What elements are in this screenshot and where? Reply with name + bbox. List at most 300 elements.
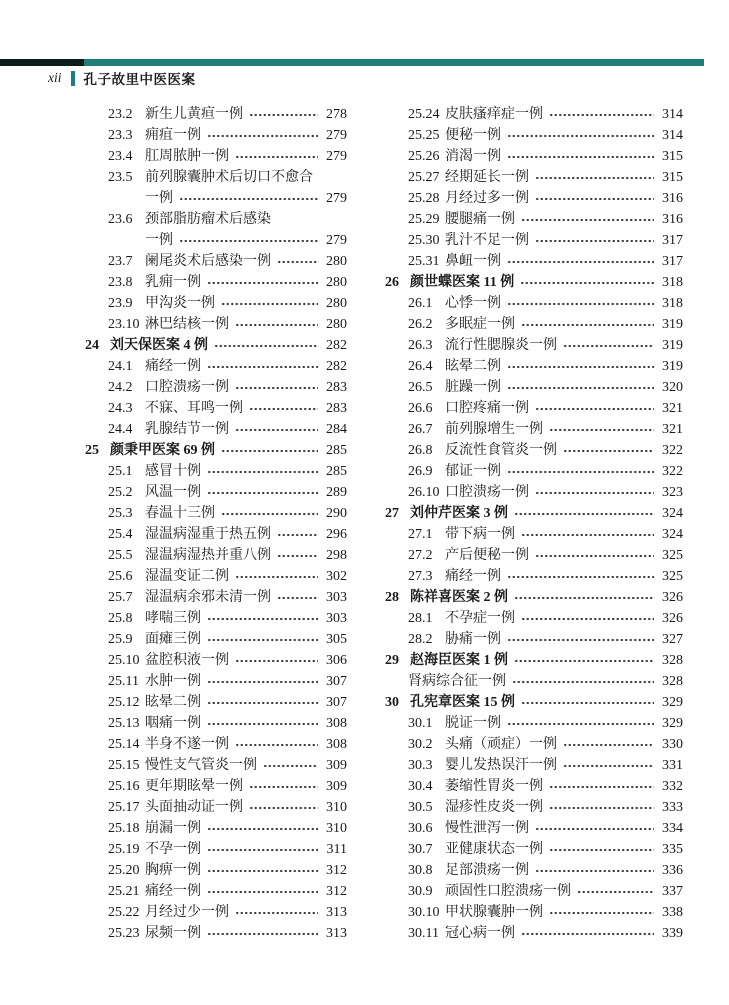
entry-number: 30.11 [408,926,439,941]
entry-page-number: 279 [326,149,347,164]
entry-page-number: 324 [662,506,683,521]
dot-leader [248,784,318,790]
entry-title: 足部溃疡一例 [445,863,529,878]
entry-number: 30.9 [408,884,433,899]
toc-section-row [85,629,347,650]
entry-number: 26.6 [408,401,433,416]
dot-leader [534,238,654,244]
entry-number: 23.3 [108,128,133,143]
dot-leader [234,658,318,664]
dot-leader [220,301,318,307]
entry-number: 25.4 [108,527,133,542]
entry-number: 30.1 [408,716,433,731]
dot-leader [262,763,318,769]
toc-section-row [85,881,347,902]
entry-title: 头面抽动证一例 [145,800,243,815]
dot-leader [548,784,654,790]
entry-number: 30.4 [408,779,433,794]
entry-title: 更年期眩晕一例 [145,779,243,794]
entry-title: 湿温病湿重于热五例 [145,527,271,542]
entry-number: 24.1 [108,359,133,374]
toc-section-row [385,608,683,629]
entry-title: 肛周脓肿一例 [145,149,229,164]
entry-number: 23.4 [108,149,133,164]
book-title: 孔子故里中医医案 [83,72,196,87]
dot-leader [506,133,654,139]
dot-leader [520,217,654,223]
entry-title: 便秘一例 [445,128,501,143]
entry-title: 眩晕二例 [145,695,201,710]
entry-page-number: 339 [662,926,683,941]
entry-number: 25.25 [408,128,440,143]
entry-title: 流行性腮腺炎一例 [445,338,557,353]
entry-number: 23.7 [108,254,133,269]
dot-leader [506,721,654,727]
entry-page-number: 322 [662,464,683,479]
toc-section-row [385,545,683,566]
entry-title-continuation: 一例 [145,191,173,206]
header-divider-rule [71,71,75,86]
entry-page-number: 308 [326,737,347,752]
toc-section-row [85,314,347,335]
toc-section-row [385,146,683,167]
entry-number: 24.4 [108,422,133,437]
entry-title: 感冒十例 [145,464,201,479]
toc-section-row [85,671,347,692]
entry-page-number: 303 [326,590,347,605]
toc-section-row [385,776,683,797]
dot-leader [506,154,654,160]
toc-section-row [385,356,683,377]
entry-page-number: 279 [326,128,347,143]
entry-number: 25.1 [108,464,133,479]
dot-leader [234,385,318,391]
entry-page-number: 310 [326,800,347,815]
entry-title: 刘仲芹医案 3 例 [410,506,508,521]
entry-title: 颜世蝶医案 11 例 [410,275,515,290]
entry-page-number: 280 [326,254,347,269]
entry-title: 慢性泄泻一例 [445,821,529,836]
toc-section-row-continuation [85,230,347,251]
toc-section-row [385,104,683,125]
toc-section-row [85,125,347,146]
toc-section-row [385,419,683,440]
entry-page-number: 313 [326,905,347,920]
dot-leader [562,763,654,769]
entry-page-number: 296 [326,527,347,542]
entry-number: 23.8 [108,275,133,290]
entry-title: 乳腺结节一例 [145,422,229,437]
dot-leader [534,490,654,496]
dot-leader [534,175,654,181]
toc-section-row [385,335,683,356]
entry-title: 反流性食管炎一例 [445,443,557,458]
entry-number: 28.1 [408,611,433,626]
dot-leader [534,553,654,559]
entry-title: 乳汁不足一例 [445,233,529,248]
entry-page-number: 319 [662,317,683,332]
toc-section-row [385,566,683,587]
entry-page-number: 334 [662,821,683,836]
entry-page-number: 285 [326,464,347,479]
entry-number: 26.10 [408,485,440,500]
dot-leader [248,406,318,412]
dot-leader [178,196,318,202]
entry-page-number: 328 [662,653,683,668]
entry-page-number: 321 [662,422,683,437]
entry-title: 甲沟炎一例 [145,296,215,311]
entry-page-number: 319 [662,359,683,374]
entry-number: 25.29 [408,212,440,227]
entry-title: 面瘫三例 [145,632,201,647]
entry-number: 25.17 [108,800,140,815]
toc-section-row [85,797,347,818]
entry-number: 25.5 [108,548,133,563]
toc-section-row [85,839,347,860]
entry-number: 25.12 [108,695,140,710]
dot-leader [576,889,654,895]
entry-page-number: 309 [326,779,347,794]
entry-title: 半身不遂一例 [145,737,229,752]
entry-page-number: 302 [326,569,347,584]
entry-number: 25.30 [408,233,440,248]
entry-page-number: 327 [662,632,683,647]
entry-number: 26.8 [408,443,433,458]
toc-section-row [85,146,347,167]
dot-leader [519,280,654,286]
dot-leader [206,280,318,286]
entry-title: 经期延长一例 [445,170,529,185]
entry-number: 30.10 [408,905,440,920]
toc-section-row [385,797,683,818]
entry-title: 口腔溃疡一例 [145,380,229,395]
dot-leader [548,805,654,811]
entry-number: 25.11 [108,674,139,689]
dot-leader [206,700,318,706]
entry-page-number: 316 [662,212,683,227]
dot-leader [248,112,318,118]
entry-title: 多眠症一例 [445,317,515,332]
dot-leader [206,847,318,853]
dot-leader [513,658,654,664]
toc-section-row [385,398,683,419]
entry-page-number: 290 [326,506,347,521]
entry-title: 水肿一例 [145,674,201,689]
entry-number: 25.31 [408,254,440,269]
entry-page-number: 310 [326,821,347,836]
dot-leader [206,826,318,832]
entry-title: 胁痛一例 [445,632,501,647]
toc-section-row [385,860,683,881]
header-band [0,59,704,66]
entry-number: 23.2 [108,107,133,122]
dot-leader [206,133,318,139]
toc-right-column [385,104,683,944]
dot-leader [206,469,318,475]
entry-title: 郁证一例 [445,464,501,479]
dot-leader [520,616,654,622]
entry-number: 26.7 [408,422,433,437]
dot-leader [506,301,654,307]
toc-section-row [85,734,347,755]
toc-section-row [385,125,683,146]
toc-section-row [385,209,683,230]
entry-title: 湿疹性皮炎一例 [445,800,543,815]
entry-page-number: 314 [662,128,683,143]
toc-section-row [385,440,683,461]
toc-section-row [385,839,683,860]
dot-leader [213,343,318,349]
entry-page-number: 305 [326,632,347,647]
entry-title: 哮喘三例 [145,611,201,626]
entry-page-number: 307 [326,695,347,710]
entry-number: 23.10 [108,317,140,332]
entry-title-continuation: 一例 [145,233,173,248]
entry-number: 25.22 [108,905,140,920]
dot-leader [534,868,654,874]
entry-page-number: 320 [662,380,683,395]
entry-page-number: 336 [662,863,683,878]
toc-section-row [85,209,347,230]
toc-section-row-continuation [85,188,347,209]
entry-number: 26.3 [408,338,433,353]
entry-number: 25.20 [108,863,140,878]
entry-title: 胸痹一例 [145,863,201,878]
toc-section-row [85,650,347,671]
entry-title: 颈部脂肪瘤术后感染 [145,212,271,227]
toc-section-row [385,902,683,923]
toc-section-row [85,902,347,923]
toc-section-row [85,755,347,776]
entry-number: 25.19 [108,842,140,857]
toc-section-row [385,755,683,776]
toc-section-row [385,251,683,272]
toc-section-row [85,776,347,797]
entry-page-number: 312 [326,863,347,878]
entry-title: 萎缩性胃炎一例 [445,779,543,794]
entry-page-number: 284 [326,422,347,437]
toc-left-column [85,104,347,944]
running-head [48,69,196,87]
dot-leader [276,595,318,601]
dot-leader [513,595,654,601]
entry-number: 26 [385,275,399,290]
entry-page-number: 322 [662,443,683,458]
toc-section-row [385,230,683,251]
entry-page-number: 319 [662,338,683,353]
entry-page-number: 306 [326,653,347,668]
toc-chapter-row [385,650,683,671]
entry-title: 新生儿黄疸一例 [145,107,243,122]
toc-section-row [385,377,683,398]
toc-section-row [385,923,683,944]
entry-number: 25.6 [108,569,133,584]
entry-page-number: 326 [662,590,683,605]
dot-leader [548,910,654,916]
entry-page-number: 329 [662,695,683,710]
dot-leader [548,112,654,118]
entry-page-number: 280 [326,275,347,290]
entry-page-number: 316 [662,191,683,206]
toc-section-row [85,713,347,734]
toc-chapter-row [85,335,347,356]
entry-number: 25.8 [108,611,133,626]
dot-leader [511,679,654,685]
entry-page-number: 279 [326,191,347,206]
entry-page-number: 321 [662,401,683,416]
entry-number: 25.10 [108,653,140,668]
entry-page-number: 298 [326,548,347,563]
entry-number: 25.27 [408,170,440,185]
entry-page-number: 332 [662,779,683,794]
entry-title: 心悸一例 [445,296,501,311]
dot-leader [234,574,318,580]
toc-chapter-row [385,692,683,713]
dot-leader [234,322,318,328]
entry-title: 前列腺增生一例 [445,422,543,437]
dot-leader [513,511,654,517]
dot-leader [534,196,654,202]
entry-number: 25.15 [108,758,140,773]
entry-page-number: 333 [662,800,683,815]
entry-title: 痛经一例 [145,884,201,899]
entry-number: 27 [385,506,399,521]
entry-title: 盆腔积液一例 [145,653,229,668]
entry-title: 腰腿痛一例 [445,212,515,227]
entry-number: 25.21 [108,884,140,899]
entry-page-number: 317 [662,254,683,269]
entry-title: 产后便秘一例 [445,548,529,563]
entry-number: 27.1 [408,527,433,542]
entry-number: 25.13 [108,716,140,731]
entry-page-number: 311 [326,842,347,857]
toc-chapter-row [385,272,683,293]
toc-section-row [85,461,347,482]
dot-leader [206,931,318,937]
entry-number: 28 [385,590,399,605]
entry-number: 30.6 [408,821,433,836]
entry-number: 24.2 [108,380,133,395]
dot-leader [548,427,654,433]
dot-leader [234,427,318,433]
entry-page-number: 329 [662,716,683,731]
entry-page-number: 330 [662,737,683,752]
entry-page-number: 307 [326,674,347,689]
entry-number: 26.4 [408,359,433,374]
entry-title: 赵海臣医案 1 例 [410,653,508,668]
toc-section-row [385,671,683,692]
entry-title: 鼻衄一例 [445,254,501,269]
entry-page-number: 289 [326,485,347,500]
entry-page-number: 282 [326,338,347,353]
entry-page-number: 337 [662,884,683,899]
entry-number: 25.24 [408,107,440,122]
toc-chapter-row [385,587,683,608]
entry-page-number: 325 [662,548,683,563]
entry-number: 25.23 [108,926,140,941]
entry-title: 前列腺囊肿术后切口不愈合 [145,170,313,185]
entry-page-number: 309 [326,758,347,773]
toc-section-row [85,923,347,944]
entry-number: 30.7 [408,842,433,857]
entry-title: 尿频一例 [145,926,201,941]
dot-leader [548,847,654,853]
toc-section-row [385,314,683,335]
entry-title: 痛经一例 [145,359,201,374]
toc-chapter-row [385,503,683,524]
dot-leader [520,532,654,538]
entry-page-number: 283 [326,401,347,416]
entry-title: 陈祥喜医案 2 例 [410,590,508,605]
toc-section-row [85,524,347,545]
dot-leader [520,700,654,706]
header-band-dark-segment [0,59,84,66]
entry-title: 口腔溃疡一例 [445,485,529,500]
entry-page-number: 282 [326,359,347,374]
toc-section-row [385,482,683,503]
dot-leader [178,238,318,244]
entry-number: 25.14 [108,737,140,752]
entry-number: 25.3 [108,506,133,521]
entry-number: 25.18 [108,821,140,836]
entry-number: 23.6 [108,212,133,227]
entry-number: 26.1 [408,296,433,311]
toc-section-row [85,692,347,713]
dot-leader [206,889,318,895]
entry-title: 崩漏一例 [145,821,201,836]
toc-section-row [85,272,347,293]
entry-page-number: 280 [326,296,347,311]
toc-section-row [85,377,347,398]
entry-number: 25.26 [408,149,440,164]
entry-title: 阑尾炎术后感染一例 [145,254,271,269]
entry-number: 25.9 [108,632,133,647]
toc-section-row [85,545,347,566]
entry-page-number: 308 [326,716,347,731]
entry-number: 29 [385,653,399,668]
entry-title: 慢性支气管炎一例 [145,758,257,773]
entry-page-number: 318 [662,275,683,290]
entry-page-number: 323 [662,485,683,500]
entry-title: 婴儿发热误汗一例 [445,758,557,773]
entry-number: 30.8 [408,863,433,878]
toc-section-row [385,881,683,902]
dot-leader [276,532,318,538]
entry-page-number: 328 [662,674,683,689]
dot-leader [206,868,318,874]
dot-leader [506,637,654,643]
entry-page-number: 313 [326,926,347,941]
entry-title: 口腔疼痛一例 [445,401,529,416]
toc-section-row [385,461,683,482]
entry-title: 月经过多一例 [445,191,529,206]
dot-leader [234,154,318,160]
entry-number: 25 [85,443,99,458]
entry-page-number: 315 [662,149,683,164]
entry-number: 24 [85,338,99,353]
entry-title: 带下病一例 [445,527,515,542]
entry-title: 皮肤瘙痒症一例 [445,107,543,122]
entry-number: 23.9 [108,296,133,311]
entry-title: 湿温病湿热并重八例 [145,548,271,563]
entry-number: 27.2 [408,548,433,563]
toc-section-row [85,587,347,608]
toc-section-row [385,293,683,314]
entry-page-number: 325 [662,569,683,584]
toc-section-row [85,104,347,125]
dot-leader [562,343,654,349]
entry-page-number: 326 [662,611,683,626]
